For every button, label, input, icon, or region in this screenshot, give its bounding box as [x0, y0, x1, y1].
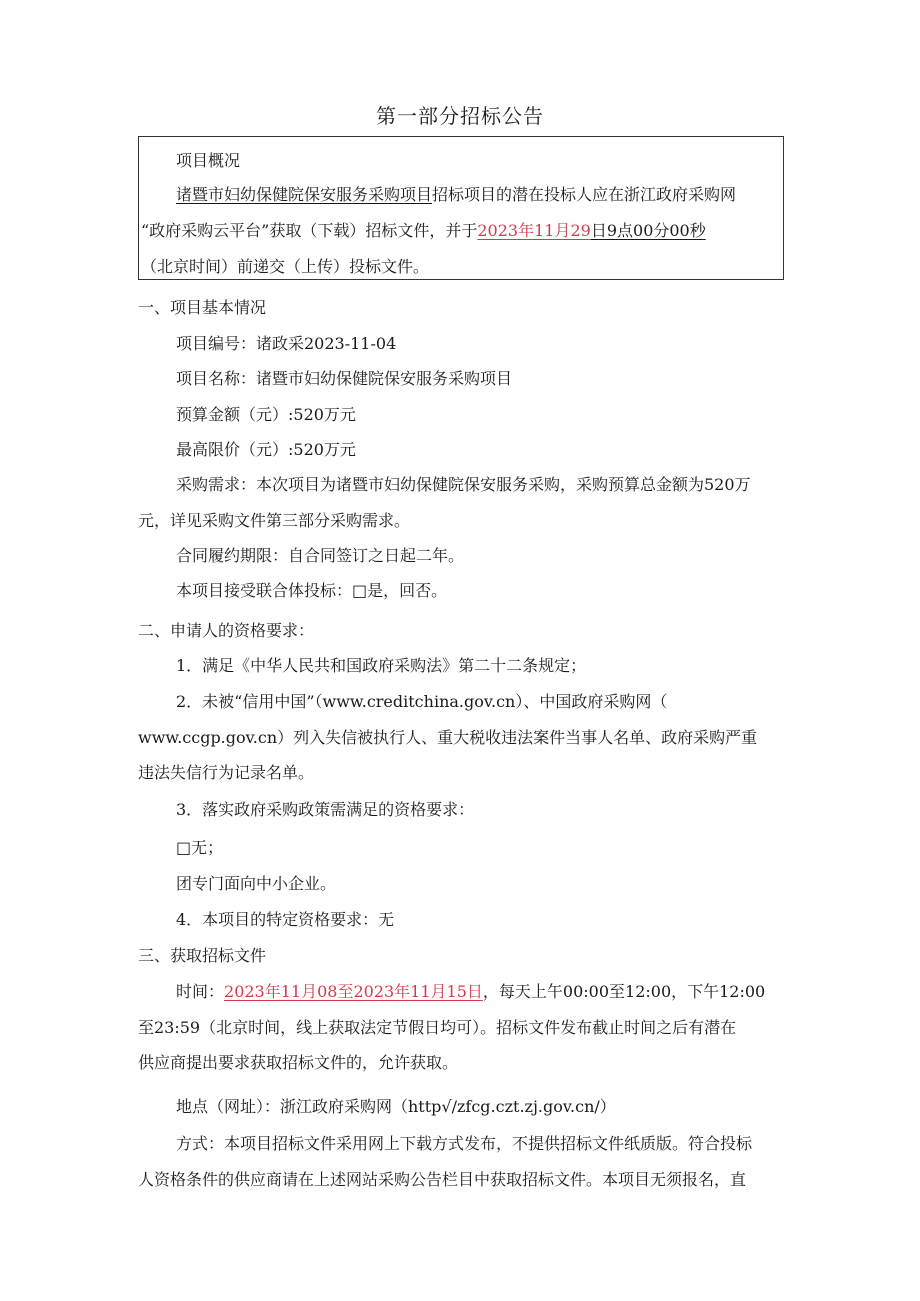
section-2-heading: 二、申请人的资格要求： — [138, 621, 315, 640]
consortium-bid: 本项目接受联合体投标：□是，回否。 — [176, 581, 448, 600]
max-price: 最高限价（元）:520万元 — [176, 440, 356, 459]
page-title: 第一部分招标公告 — [376, 104, 544, 128]
qualification-item-3: 3．落实政府采购政策需满足的资格要求： — [176, 800, 475, 819]
overview-line-1 — [176, 184, 736, 206]
overview-line-2 — [141, 220, 706, 242]
acquisition-time-line-2: 至23:59（北京时间，线上获取法定节假日均可）。招标文件发布截止时间之后有潜在 — [138, 1018, 737, 1037]
acquisition-method-line-2: 人资格条件的供应商请在上述网站采购公告栏目中获取招标文件。本项目无须报名，直 — [138, 1170, 747, 1189]
overview-deadline-time: 日9点00分00秒 — [590, 221, 706, 240]
time-rest: ，每天上午00:00至12:00，下午12:00 — [482, 982, 766, 1001]
project-number: 项目编号：诸政采2023-11-04 — [176, 334, 397, 353]
overview-line-3: （北京时间）前递交（上传）投标文件。 — [141, 257, 430, 276]
contract-period: 合同履约期限：自合同签订之日起二年。 — [176, 546, 465, 565]
time-label: 时间： — [176, 982, 225, 1001]
qualification-item-2-line-2: www.ccgp.gov.cn）列入失信被执行人、重大税收违法案件当事人名单、政府采购严重 — [138, 728, 758, 747]
qualification-item-4: 4．本项目的特定资格要求：无 — [176, 910, 395, 929]
acquisition-location: 地点（网址）：浙江政府采购网（http√/zfcg.czt.zj.gov.cn/） — [176, 1097, 616, 1116]
acquisition-date-range: 2023年11月08至2023年11月15日 — [224, 982, 483, 1001]
section-1-heading: 一、项目基本情况 — [138, 298, 267, 317]
qualification-item-2-line-1: 2．未被“信用中国”（www.creditchina.gov.cn）、中国政府采购网（ — [176, 692, 668, 711]
overview-line-2-text: “政府采购云平台”获取（下载）招标文件，并于 — [141, 221, 478, 240]
overview-heading: 项目概况 — [176, 151, 241, 170]
procurement-demand-line-2: 元，详见采购文件第三部分采购需求。 — [138, 511, 411, 530]
acquisition-method-line-1: 方式：本项目招标文件采用网上下载方式发布，不提供招标文件纸质版。符合投标 — [176, 1134, 753, 1153]
overview-line-1-rest: 招标项目的潜在投标人应在浙江政府采购网 — [432, 185, 737, 204]
overview-deadline-date: 2023年11月29 — [477, 221, 591, 240]
budget-amount: 预算金额（元）:520万元 — [176, 405, 356, 424]
section-3-heading: 三、获取招标文件 — [138, 946, 267, 965]
option-sme: 团专门面向中小企业。 — [176, 874, 337, 893]
option-none: □无； — [176, 838, 224, 857]
acquisition-time-line-1 — [176, 981, 765, 1003]
project-name: 项目名称：诸暨市妇幼保健院保安服务采购项目 — [176, 369, 513, 388]
procurement-demand-line-1: 采购需求：本次项目为诸暨市妇幼保健院保安服务采购，采购预算总金额为520万 — [176, 475, 751, 494]
acquisition-time-line-3: 供应商提出要求获取招标文件的，允许获取。 — [138, 1053, 459, 1072]
qualification-item-2-line-3: 违法失信行为记录名单。 — [138, 763, 315, 782]
overview-project-name: 诸暨市妇幼保健院保安服务采购项目 — [176, 185, 433, 204]
qualification-item-1: 1．满足《中华人民共和国政府采购法》第二十二条规定； — [176, 656, 587, 675]
